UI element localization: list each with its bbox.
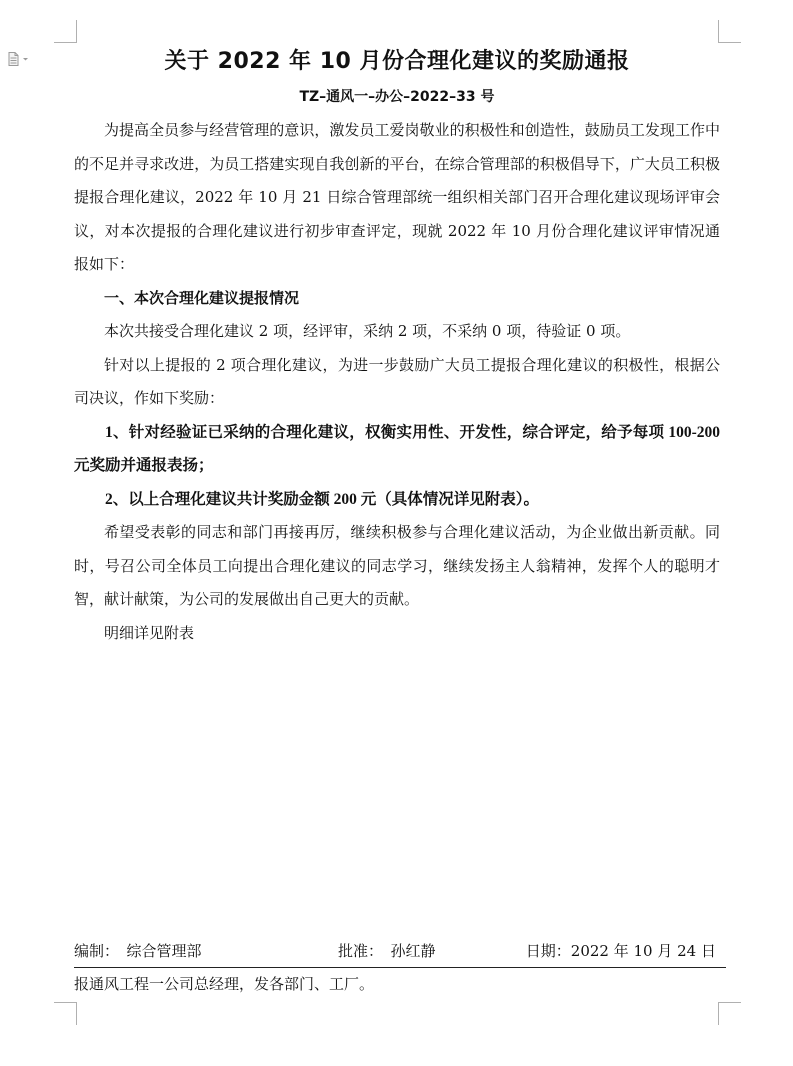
reward-item-1: 1、针对经验证已采纳的合理化建议，权衡实用性、开发性，综合评定，给予每项 100-200 元奖励并通报表扬； xyxy=(74,423,720,474)
approved-by: 批准： 孙红静 xyxy=(338,942,436,960)
document-icon[interactable] xyxy=(8,52,30,66)
document-title: 关于 2022 年 10 月份合理化建议的奖励通报 xyxy=(164,49,630,74)
intro-paragraph: 为提高全员参与经营管理的意识，激发员工爱岗敬业的积极性和创造性，鼓励员工发现工作中的不足并寻求改进，为员工搭建实现自我创新的平台，在综合管理部的积极倡导下，广大员工积极提报合理化建议，2022 年 10 月 21 日综合管理部统一组织相关部门召开合理化建议现场评审会议，对本次提报的合理化建议进行初步审查评定，现就 2022 年 10 月份合理化建议评审情况通报如下： xyxy=(74,121,720,273)
reward-intro-paragraph: 针对以上提报的 2 项合理化建议，为进一步鼓励广大员工提报合理化建议的积极性，根据公司决议，作如下奖励： xyxy=(74,355,720,407)
issue-date: 日期：2022 年 10 月 24 日 xyxy=(525,942,716,960)
document-number: TZ–通风一–办公–2022–33 号 xyxy=(299,89,495,105)
document-body xyxy=(74,44,720,650)
distribution-list: 报通风工程一公司总经理，发各部门、工厂。 xyxy=(74,975,375,993)
signature-row xyxy=(74,936,716,966)
crop-mark-bottom-left xyxy=(54,1002,77,1025)
closing-paragraph: 希望受表彰的同志和部门再接再厉，继续积极参与合理化建议活动，为企业做出新贡献。同时，号召公司全体员工向提出合理化建议的同志学习，继续发扬主人翁精神，发挥个人的聪明才智，献计献策，为公司的发展做出自己更大的贡献。 xyxy=(74,523,720,608)
attachment-note: 明细详见附表 xyxy=(104,623,195,642)
crop-mark-bottom-right xyxy=(718,1002,741,1025)
stats-paragraph: 本次共接受合理化建议 2 项，经评审，采纳 2 项，不采纳 0 项，待验证 0 项。 xyxy=(104,322,631,340)
footer-divider xyxy=(74,967,726,968)
reward-item-2: 2、以上合理化建议共计奖励金额 200 元（具体情况详见附表）。 xyxy=(105,490,540,508)
section-heading: 一、本次合理化建议提报情况 xyxy=(104,288,300,307)
crop-mark-top-right xyxy=(718,20,741,43)
prepared-by: 编制： 综合管理部 xyxy=(74,942,202,960)
crop-mark-top-left xyxy=(54,20,77,43)
